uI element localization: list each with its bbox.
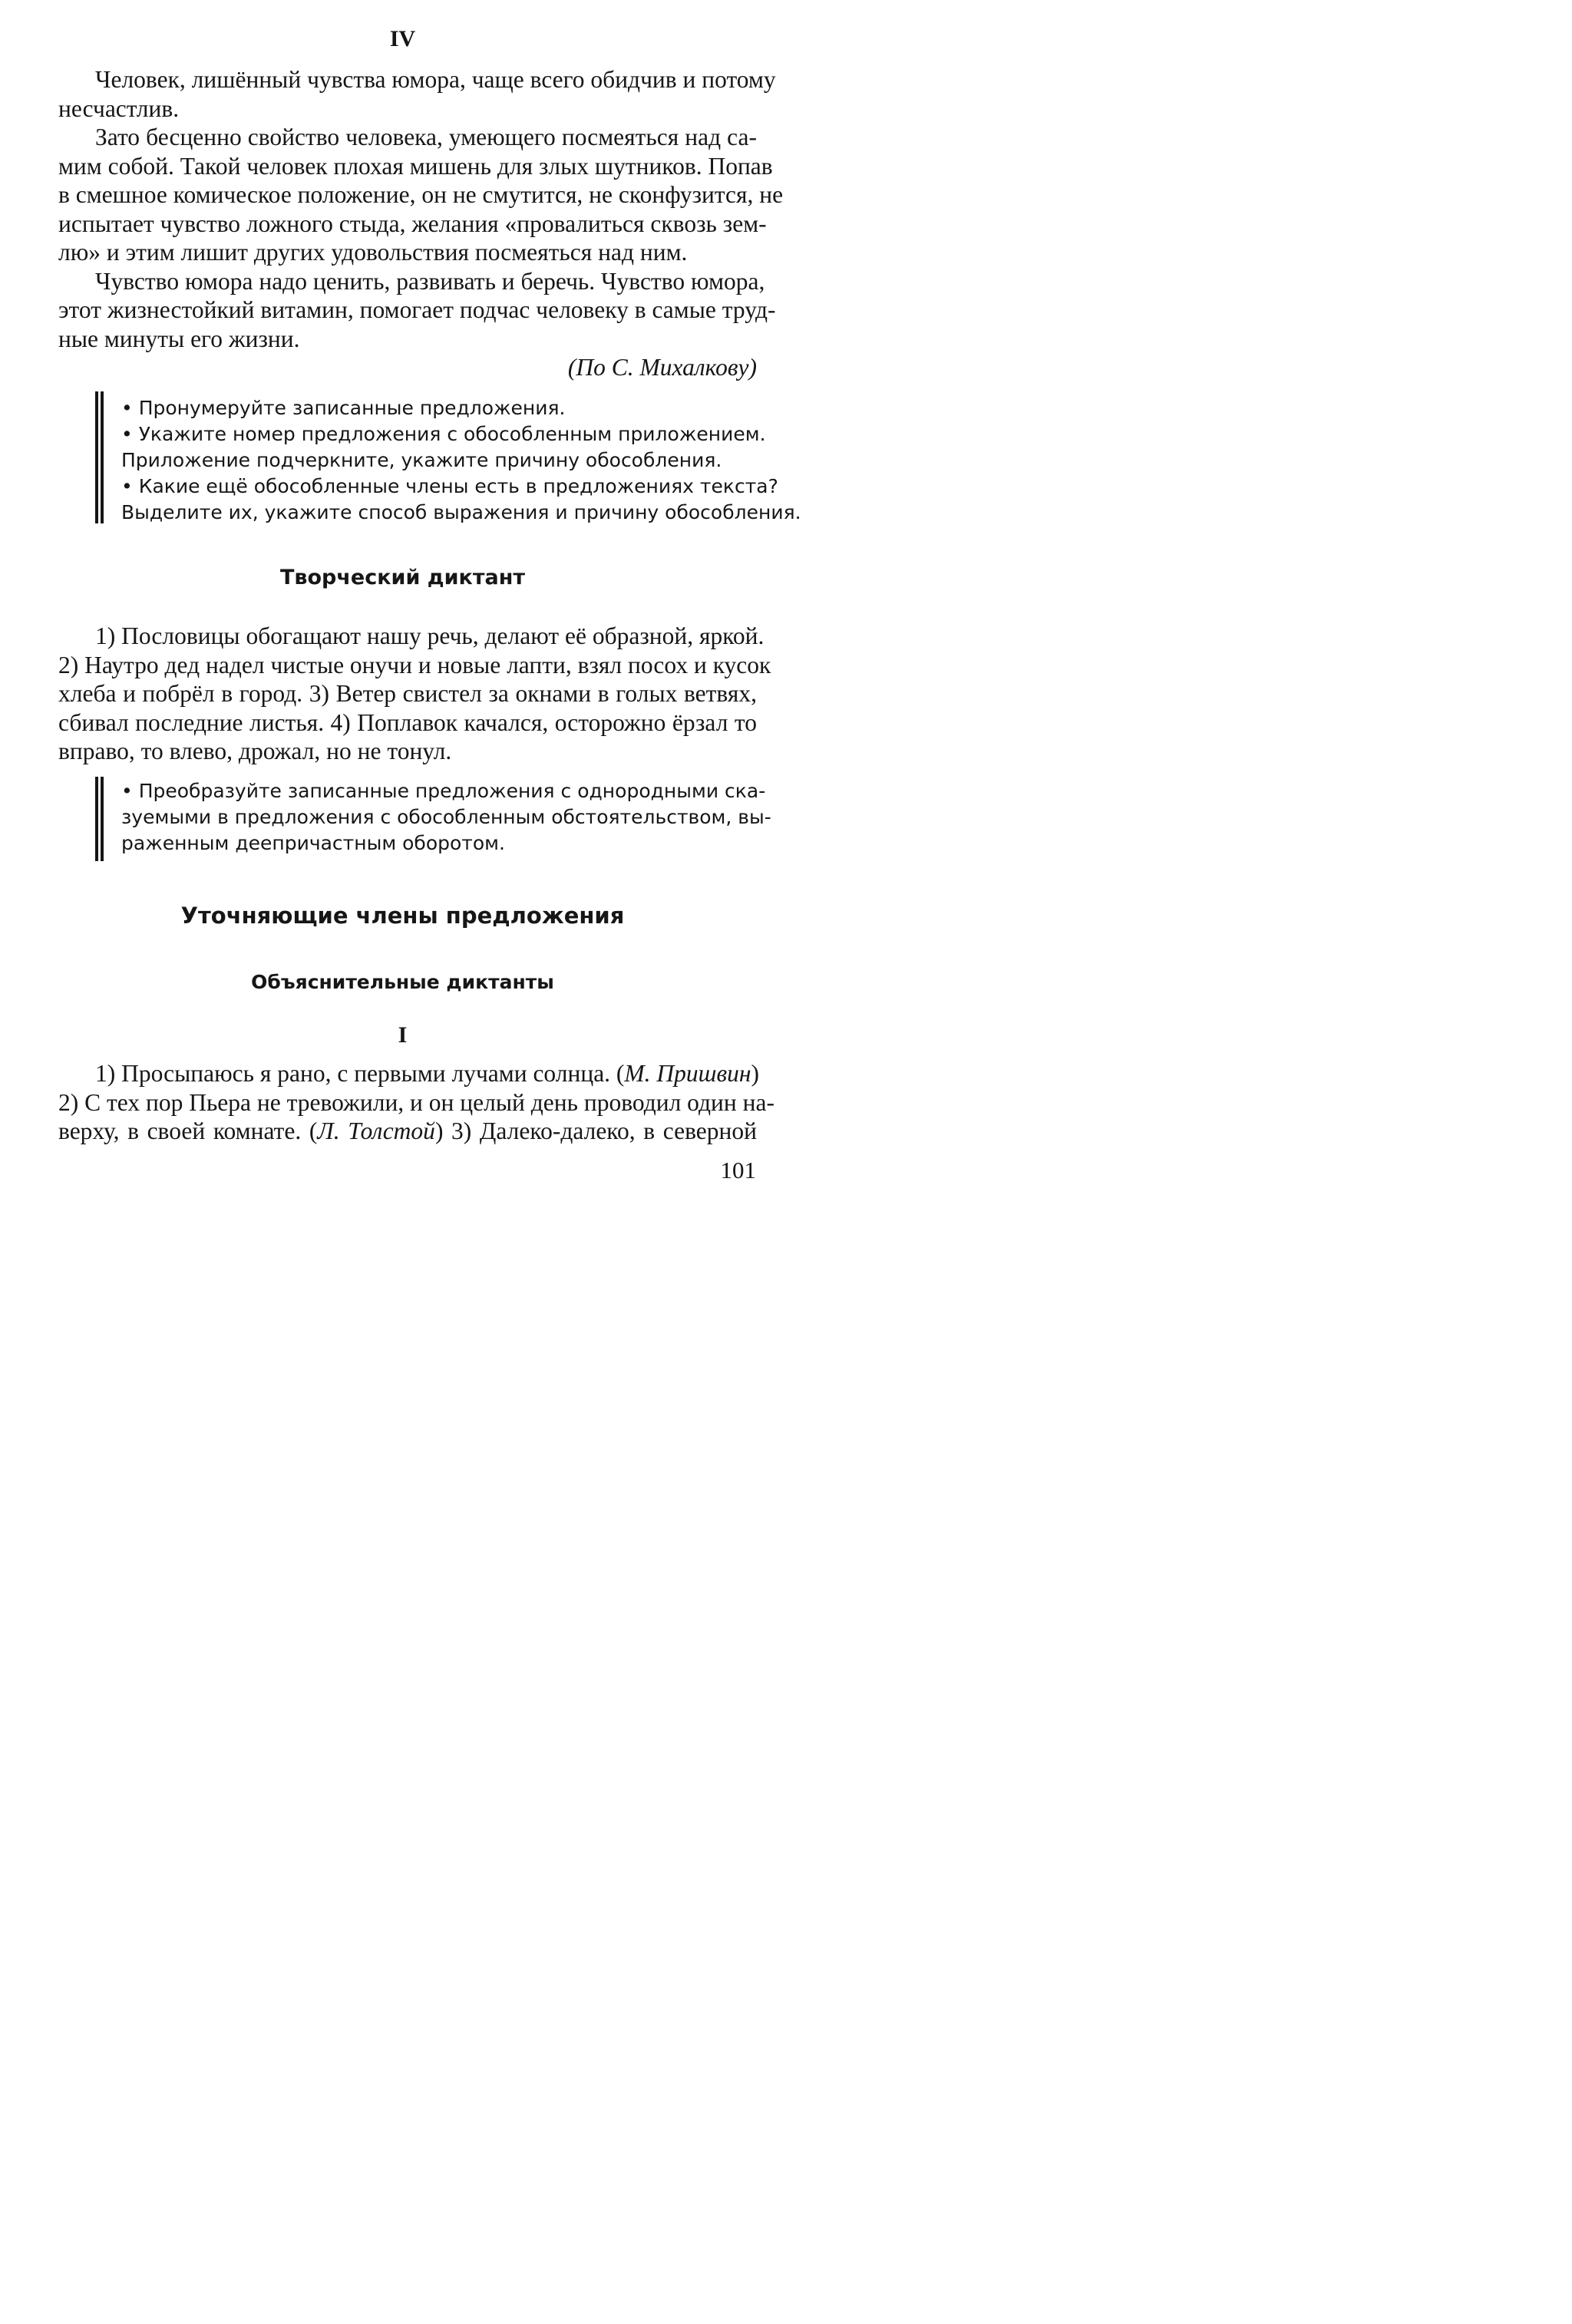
text-line: Чувство юмора надо ценить, развивать и беречь. Чувство юмора,	[95, 267, 765, 295]
task-line: • Какие ещё обособленные члены есть в предложениях текста?	[121, 475, 778, 497]
text-line: несчастлив.	[58, 94, 180, 122]
author-name: М. Пришвин	[624, 1060, 751, 1087]
task-line: Приложение подчеркните, укажите причину обособления.	[121, 449, 722, 471]
task-line: • Преобразуйте записанные предложения с однородными ска-	[121, 780, 766, 802]
text-line: вправо, то влево, дрожал, но не тонул.	[58, 738, 452, 764]
text-line: сбивал последние листья. 4) Поплавок качался, осторожно ёрзал то	[58, 708, 757, 736]
text-line: ные минуты его жизни.	[58, 325, 300, 352]
text-line: лю» и этим лишит других удовольствия посмеяться над ним.	[58, 239, 688, 266]
text-line: Зато бесценно свойство человека, умеющего посмеяться над са-	[95, 124, 757, 150]
text-excerpt	[58, 65, 784, 382]
task-block	[121, 395, 801, 526]
text-line: 1) Просыпаюсь я рано, с первыми лучами солнца. (М. Пришвин)	[95, 1060, 759, 1087]
author-name: Л. Толстой	[317, 1117, 435, 1144]
text-line: верху, в своей комнате. (Л. Толстой) 3) Далеко-далеко, в северной	[58, 1117, 758, 1144]
page-number: 101	[720, 1157, 756, 1183]
task-line: Выделите их, укажите способ выражения и причину обособления.	[121, 501, 801, 523]
text-line: в смешное комическое положение, он не смутится, не сконфузится, не	[58, 181, 784, 208]
task-marker-bar	[95, 777, 98, 861]
text-line: 2) С тех пор Пьера не тревожили, и он целый день проводил один на-	[58, 1088, 774, 1116]
task-block	[121, 778, 771, 857]
text-line: 1) Пословицы обогащают нашу речь, делают её образной, яркой.	[95, 622, 765, 649]
task-line: • Укажите номер предложения с обособленным приложением.	[121, 423, 766, 445]
text-line: этот жизнестойкий витамин, помогает подчас человеку в самые труд-	[58, 296, 776, 323]
text-line: Человек, лишённый чувства юмора, чаще всего обидчив и потому	[95, 66, 776, 93]
section-number: IV	[389, 26, 416, 51]
dictation-text	[58, 1059, 774, 1146]
book-page	[0, 0, 805, 1191]
section-heading: Объяснительные диктанты	[251, 971, 554, 993]
subsection-number: I	[398, 1022, 408, 1048]
task-line: раженным деепричастным оборотом.	[121, 832, 505, 854]
task-line: зуемыми в предложения с обособленным обстоятельством, вы-	[121, 806, 771, 828]
task-marker-bar	[95, 391, 98, 523]
text-line: испытает чувство ложного стыда, желания «провалиться сквозь зем-	[58, 210, 767, 237]
task-line: • Пронумеруйте записанные предложения.	[121, 397, 566, 419]
text-line: 2) Наутро дед надел чистые онучи и новые лапти, взял посох и кусок	[58, 651, 771, 678]
text-line: хлеба и побрёл в город. 3) Ветер свистел за окнами в голых ветвях,	[58, 680, 757, 707]
dictation-text	[58, 622, 771, 766]
attribution: (По С. Михалкову)	[567, 354, 757, 381]
text-line: мим собой. Такой человек плохая мишень для злых шутников. Попав	[58, 152, 773, 180]
task-marker-bar	[101, 391, 104, 523]
section-heading: Творческий диктант	[279, 566, 526, 589]
task-marker-bar	[101, 777, 104, 861]
chapter-heading: Уточняющие члены предложения	[180, 903, 625, 929]
